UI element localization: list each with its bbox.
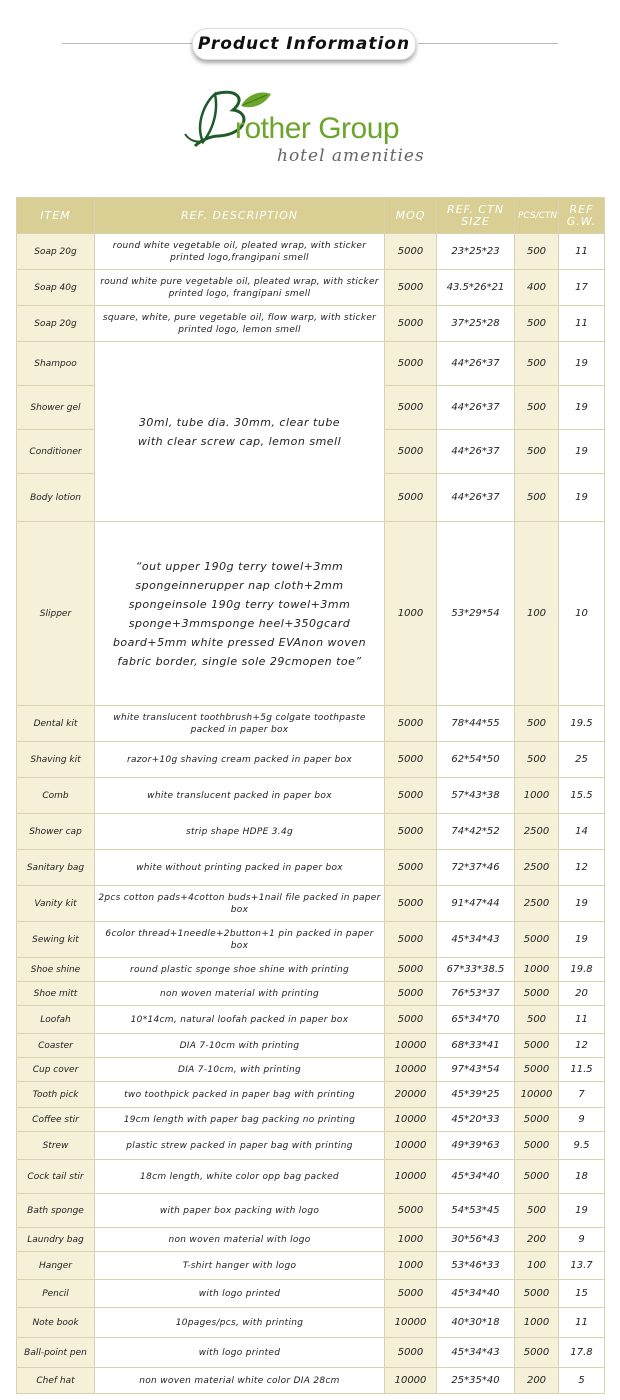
- logo-subtitle: hotel amenities: [277, 146, 425, 166]
- item-moq: 5000: [385, 1006, 437, 1034]
- item-pcs-ctn: 5000: [515, 1108, 559, 1132]
- item-pcs-ctn: 10000: [515, 1082, 559, 1108]
- item-moq: 10000: [385, 1368, 437, 1394]
- item-pcs-ctn: 1000: [515, 778, 559, 814]
- item-pcs-ctn: 5000: [515, 922, 559, 958]
- item-ctn-size: 65*34*70: [437, 1006, 515, 1034]
- item-description: 10*14cm, natural loofah packed in paper box: [95, 1006, 385, 1034]
- item-ctn-size: 53*46*33: [437, 1252, 515, 1280]
- table-row: [17, 1082, 605, 1108]
- table-row: [17, 1108, 605, 1132]
- item-pcs-ctn: 500: [515, 234, 559, 270]
- item-gw: 9: [559, 1108, 605, 1132]
- item-name: Shaving kit: [17, 742, 95, 778]
- item-description-group: 30ml, tube dia. 30mm, clear tube with clear screw cap, lemon smell: [95, 342, 385, 522]
- table-row: [17, 1280, 605, 1308]
- item-ctn-size: 68*33*41: [437, 1034, 515, 1058]
- item-gw: 19: [559, 1194, 605, 1228]
- table-row: [17, 886, 605, 922]
- item-moq: 10000: [385, 1160, 437, 1194]
- item-name: Coaster: [17, 1034, 95, 1058]
- item-gw: 11.5: [559, 1058, 605, 1082]
- item-ctn-size: 45*34*43: [437, 922, 515, 958]
- item-pcs-ctn: 500: [515, 1194, 559, 1228]
- item-moq: 10000: [385, 1058, 437, 1082]
- item-pcs-ctn: 500: [515, 430, 559, 474]
- item-ctn-size: 45*34*40: [437, 1280, 515, 1308]
- item-ctn-size: 53*29*54: [437, 522, 515, 706]
- item-gw: 25: [559, 742, 605, 778]
- item-gw: 19: [559, 430, 605, 474]
- item-gw: 17.8: [559, 1338, 605, 1368]
- item-name: Tooth pick: [17, 1082, 95, 1108]
- item-ctn-size: 44*26*37: [437, 474, 515, 522]
- item-gw: 7: [559, 1082, 605, 1108]
- item-description: white translucent packed in paper box: [95, 778, 385, 814]
- item-name: Sanitary bag: [17, 850, 95, 886]
- item-gw: 10: [559, 522, 605, 706]
- item-name: Sewing kit: [17, 922, 95, 958]
- item-description: 2pcs cotton pads+4cotton buds+1nail file packed in paper box: [95, 886, 385, 922]
- banner-divider-left: [62, 43, 192, 44]
- item-description: with paper box packing with logo: [95, 1194, 385, 1228]
- item-pcs-ctn: 1000: [515, 1308, 559, 1338]
- item-name: Conditioner: [17, 430, 95, 474]
- item-description: non woven material with logo: [95, 1228, 385, 1252]
- item-pcs-ctn: 500: [515, 1006, 559, 1034]
- item-description: 6color thread+1needle+2button+1 pin packed in paper box: [95, 922, 385, 958]
- table-row: [17, 1368, 605, 1394]
- item-description: non woven material white color DIA 28cm: [95, 1368, 385, 1394]
- banner-divider-right: [418, 43, 558, 44]
- item-gw: 14: [559, 814, 605, 850]
- item-moq: 1000: [385, 522, 437, 706]
- item-name: Shower gel: [17, 386, 95, 430]
- item-ctn-size: 37*25*28: [437, 306, 515, 342]
- item-ctn-size: 76*53*37: [437, 982, 515, 1006]
- item-pcs-ctn: 400: [515, 270, 559, 306]
- table-row: [17, 982, 605, 1006]
- col-header-ctn-size: REF. CTN SIZE: [437, 198, 515, 234]
- item-name: Hanger: [17, 1252, 95, 1280]
- item-ctn-size: 40*30*18: [437, 1308, 515, 1338]
- item-name: Cup cover: [17, 1058, 95, 1082]
- item-pcs-ctn: 5000: [515, 1280, 559, 1308]
- table-row: [17, 1228, 605, 1252]
- item-description: T-shirt hanger with logo: [95, 1252, 385, 1280]
- item-ctn-size: 62*54*50: [437, 742, 515, 778]
- item-pcs-ctn: 5000: [515, 1132, 559, 1160]
- item-name: Coffee stir: [17, 1108, 95, 1132]
- item-name: Body lotion: [17, 474, 95, 522]
- table-row: [17, 850, 605, 886]
- item-ctn-size: 30*56*43: [437, 1228, 515, 1252]
- table-row: [17, 1006, 605, 1034]
- item-pcs-ctn: 5000: [515, 1160, 559, 1194]
- item-ctn-size: 44*26*37: [437, 386, 515, 430]
- item-pcs-ctn: 1000: [515, 958, 559, 982]
- item-pcs-ctn: 200: [515, 1228, 559, 1252]
- item-gw: 19: [559, 474, 605, 522]
- item-name: Soap 40g: [17, 270, 95, 306]
- col-header-gw: REF G.W.: [559, 198, 605, 234]
- item-moq: 20000: [385, 1082, 437, 1108]
- item-description: white translucent toothbrush+5g colgate toothpaste packed in paper box: [95, 706, 385, 742]
- item-pcs-ctn: 5000: [515, 1034, 559, 1058]
- item-moq: 10000: [385, 1132, 437, 1160]
- item-description: with logo printed: [95, 1280, 385, 1308]
- item-pcs-ctn: 100: [515, 1252, 559, 1280]
- item-moq: 5000: [385, 814, 437, 850]
- item-gw: 11: [559, 234, 605, 270]
- item-pcs-ctn: 500: [515, 474, 559, 522]
- col-header-description: REF. DESCRIPTION: [95, 198, 385, 234]
- item-moq: 5000: [385, 982, 437, 1006]
- item-description: white without printing packed in paper box: [95, 850, 385, 886]
- item-name: Ball-point pen: [17, 1338, 95, 1368]
- item-name: Shoe mitt: [17, 982, 95, 1006]
- item-gw: 19.5: [559, 706, 605, 742]
- table-header-row: [17, 198, 605, 234]
- item-gw: 19: [559, 922, 605, 958]
- item-name: Shampoo: [17, 342, 95, 386]
- item-pcs-ctn: 5000: [515, 1058, 559, 1082]
- item-name: Chef hat: [17, 1368, 95, 1394]
- item-moq: 5000: [385, 922, 437, 958]
- item-pcs-ctn: 500: [515, 742, 559, 778]
- item-pcs-ctn: 5000: [515, 1338, 559, 1368]
- item-moq: 5000: [385, 430, 437, 474]
- table-row: [17, 1058, 605, 1082]
- item-description: with logo printed: [95, 1338, 385, 1368]
- item-moq: 10000: [385, 1108, 437, 1132]
- table-row: [17, 1160, 605, 1194]
- item-moq: 10000: [385, 1034, 437, 1058]
- item-ctn-size: 45*39*25: [437, 1082, 515, 1108]
- item-ctn-size: 54*53*45: [437, 1194, 515, 1228]
- table-row: [17, 778, 605, 814]
- table-row: [17, 270, 605, 306]
- item-gw: 18: [559, 1160, 605, 1194]
- table-row: [17, 342, 605, 386]
- item-description: 18cm length, white color opp bag packed: [95, 1160, 385, 1194]
- item-ctn-size: 91*47*44: [437, 886, 515, 922]
- item-ctn-size: 45*20*33: [437, 1108, 515, 1132]
- item-moq: 5000: [385, 342, 437, 386]
- item-gw: 15.5: [559, 778, 605, 814]
- item-moq: 10000: [385, 1308, 437, 1338]
- item-moq: 5000: [385, 958, 437, 982]
- col-header-moq: MOQ: [385, 198, 437, 234]
- item-gw: 13.7: [559, 1252, 605, 1280]
- item-moq: 5000: [385, 850, 437, 886]
- item-description: round plastic sponge shoe shine with printing: [95, 958, 385, 982]
- item-moq: 5000: [385, 306, 437, 342]
- product-spec-table: [16, 197, 605, 1394]
- item-moq: 1000: [385, 1252, 437, 1280]
- item-description: 10pages/pcs, with printing: [95, 1308, 385, 1338]
- item-gw: 15: [559, 1280, 605, 1308]
- table-body: [17, 234, 605, 1394]
- table-row: [17, 234, 605, 270]
- item-name: Loofah: [17, 1006, 95, 1034]
- item-description: “out upper 190g terry towel+3mm spongeinnerupper nap cloth+2mm spongeinsole 190g terry towel+3mm sponge+3mmsponge heel+350gcard board+5mm white pressed EVAnon woven fabric border, single sole 29cmopen toe”: [95, 522, 385, 706]
- table-row: [17, 306, 605, 342]
- brother-group-logo: [175, 84, 435, 174]
- col-header-pcs-ctn: PCS/CTN: [515, 198, 559, 234]
- col-header-item: ITEM: [17, 198, 95, 234]
- item-ctn-size: 23*25*23: [437, 234, 515, 270]
- item-gw: 9: [559, 1228, 605, 1252]
- item-ctn-size: 57*43*38: [437, 778, 515, 814]
- item-ctn-size: 49*39*63: [437, 1132, 515, 1160]
- item-description: two toothpick packed in paper bag with printing: [95, 1082, 385, 1108]
- item-gw: 19.8: [559, 958, 605, 982]
- table-row: [17, 1308, 605, 1338]
- logo-name: rother Group: [235, 112, 400, 145]
- item-ctn-size: 44*26*37: [437, 342, 515, 386]
- item-moq: 1000: [385, 1228, 437, 1252]
- table-row: [17, 922, 605, 958]
- item-moq: 5000: [385, 706, 437, 742]
- item-moq: 5000: [385, 474, 437, 522]
- item-moq: 5000: [385, 1194, 437, 1228]
- item-ctn-size: 45*34*40: [437, 1160, 515, 1194]
- item-moq: 5000: [385, 742, 437, 778]
- item-moq: 5000: [385, 1280, 437, 1308]
- item-moq: 5000: [385, 778, 437, 814]
- item-moq: 5000: [385, 386, 437, 430]
- item-pcs-ctn: 500: [515, 306, 559, 342]
- item-description: round white vegetable oil, pleated wrap, with sticker printed logo,frangipani smell: [95, 234, 385, 270]
- table-row: [17, 1194, 605, 1228]
- item-pcs-ctn: 5000: [515, 982, 559, 1006]
- item-description: DIA 7-10cm with printing: [95, 1034, 385, 1058]
- table-row: [17, 1252, 605, 1280]
- item-description: square, white, pure vegetable oil, flow warp, with sticker printed logo, lemon smell: [95, 306, 385, 342]
- item-name: Dental kit: [17, 706, 95, 742]
- table-row: [17, 522, 605, 706]
- item-name: Strew: [17, 1132, 95, 1160]
- product-info-banner: [0, 22, 620, 66]
- item-name: Soap 20g: [17, 234, 95, 270]
- item-pcs-ctn: 500: [515, 706, 559, 742]
- table-row: [17, 1338, 605, 1368]
- item-description: strip shape HDPE 3.4g: [95, 814, 385, 850]
- item-ctn-size: 25*35*40: [437, 1368, 515, 1394]
- item-gw: 19: [559, 386, 605, 430]
- item-name: Pencil: [17, 1280, 95, 1308]
- item-moq: 5000: [385, 886, 437, 922]
- item-ctn-size: 67*33*38.5: [437, 958, 515, 982]
- item-name: Soap 20g: [17, 306, 95, 342]
- item-ctn-size: 44*26*37: [437, 430, 515, 474]
- table-row: [17, 742, 605, 778]
- item-name: Shower cap: [17, 814, 95, 850]
- item-description: DIA 7-10cm, with printing: [95, 1058, 385, 1082]
- table-row: [17, 706, 605, 742]
- item-moq: 5000: [385, 234, 437, 270]
- table-row: [17, 1034, 605, 1058]
- item-ctn-size: 45*34*43: [437, 1338, 515, 1368]
- item-name: Shoe shine: [17, 958, 95, 982]
- item-ctn-size: 78*44*55: [437, 706, 515, 742]
- item-pcs-ctn: 2500: [515, 886, 559, 922]
- item-description: round white pure vegetable oil, pleated wrap, with sticker printed logo, frangipani smell: [95, 270, 385, 306]
- item-name: Note book: [17, 1308, 95, 1338]
- item-pcs-ctn: 100: [515, 522, 559, 706]
- item-pcs-ctn: 500: [515, 386, 559, 430]
- item-gw: 19: [559, 886, 605, 922]
- item-gw: 11: [559, 1006, 605, 1034]
- banner-title: Product Information: [192, 28, 416, 60]
- item-ctn-size: 72*37*46: [437, 850, 515, 886]
- item-ctn-size: 97*43*54: [437, 1058, 515, 1082]
- item-ctn-size: 43.5*26*21: [437, 270, 515, 306]
- item-gw: 11: [559, 306, 605, 342]
- item-gw: 11: [559, 1308, 605, 1338]
- item-gw: 19: [559, 342, 605, 386]
- item-gw: 12: [559, 850, 605, 886]
- item-gw: 9.5: [559, 1132, 605, 1160]
- item-name: Vanity kit: [17, 886, 95, 922]
- item-moq: 5000: [385, 1338, 437, 1368]
- item-description: non woven material with printing: [95, 982, 385, 1006]
- item-name: Laundry bag: [17, 1228, 95, 1252]
- table-row: [17, 958, 605, 982]
- item-ctn-size: 74*42*52: [437, 814, 515, 850]
- item-gw: 20: [559, 982, 605, 1006]
- item-pcs-ctn: 2500: [515, 814, 559, 850]
- item-description: 19cm length with paper bag packing no printing: [95, 1108, 385, 1132]
- item-pcs-ctn: 200: [515, 1368, 559, 1394]
- item-description: razor+10g shaving cream packed in paper box: [95, 742, 385, 778]
- item-gw: 17: [559, 270, 605, 306]
- item-pcs-ctn: 2500: [515, 850, 559, 886]
- item-description: plastic strew packed in paper bag with printing: [95, 1132, 385, 1160]
- table-row: [17, 814, 605, 850]
- item-gw: 5: [559, 1368, 605, 1394]
- item-name: Slipper: [17, 522, 95, 706]
- table-row: [17, 1132, 605, 1160]
- item-gw: 12: [559, 1034, 605, 1058]
- item-name: Bath sponge: [17, 1194, 95, 1228]
- item-pcs-ctn: 500: [515, 342, 559, 386]
- item-moq: 5000: [385, 270, 437, 306]
- item-name: Cock tail stir: [17, 1160, 95, 1194]
- item-name: Comb: [17, 778, 95, 814]
